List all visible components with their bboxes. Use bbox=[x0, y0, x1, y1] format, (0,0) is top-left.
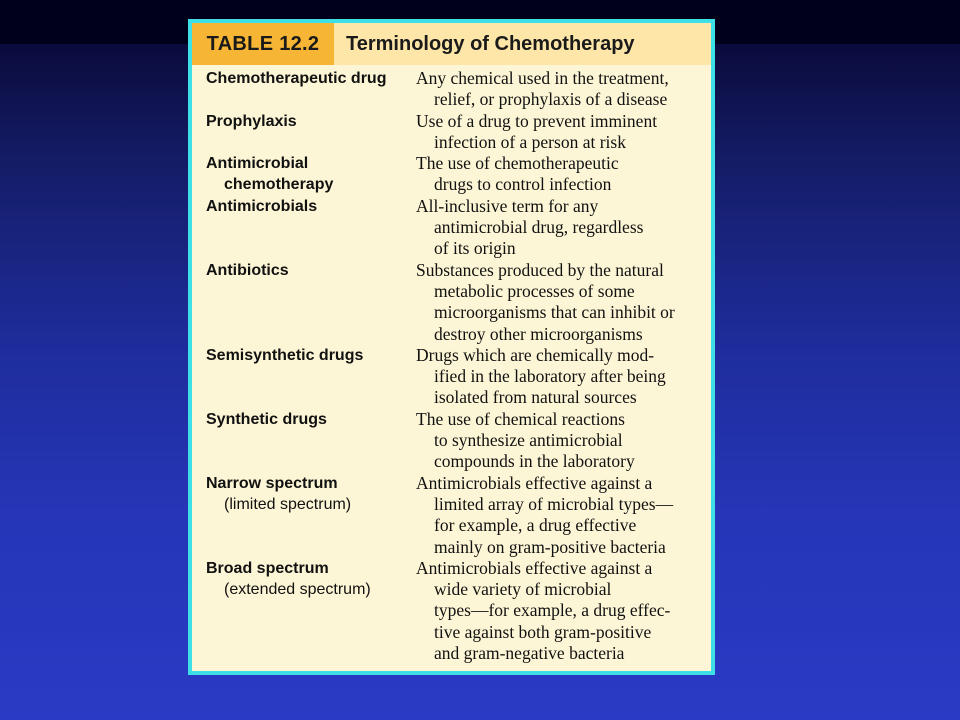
term-label: Narrow spectrum bbox=[206, 474, 338, 492]
definition-line: The use of chemical reactions bbox=[416, 408, 625, 429]
term-cell bbox=[206, 153, 416, 196]
definition-line: The use of chemotherapeutic bbox=[416, 153, 619, 174]
table-row bbox=[206, 68, 706, 111]
term-cell bbox=[206, 473, 416, 516]
definition-cell bbox=[416, 111, 706, 154]
term-label: Antibiotics bbox=[206, 261, 289, 279]
definition-line: ified in the laboratory after being bbox=[434, 366, 666, 387]
definition-line: Any chemical used in the treatment, bbox=[416, 68, 669, 88]
table-row bbox=[206, 409, 706, 473]
term-label: Chemotherapeutic drug bbox=[206, 70, 387, 87]
term-label: Prophylaxis bbox=[206, 112, 297, 130]
definition-line: types—for example, a drug effec- bbox=[434, 600, 671, 621]
term-cell bbox=[206, 196, 416, 217]
definition-cell bbox=[416, 345, 706, 409]
table-row bbox=[206, 260, 706, 345]
term-cell bbox=[206, 111, 416, 132]
table-number: TABLE 12.2 bbox=[192, 23, 334, 65]
definition-line: microorganisms that can inhibit or bbox=[434, 302, 675, 323]
terminology-table bbox=[188, 19, 715, 675]
table-body bbox=[206, 68, 706, 664]
table-title: Terminology of Chemotherapy bbox=[346, 33, 635, 55]
definition-line: isolated from natural sources bbox=[434, 387, 637, 408]
table-row bbox=[206, 111, 706, 154]
term-label: Semisynthetic drugs bbox=[206, 346, 364, 364]
definition-line: compounds in the laboratory bbox=[434, 451, 635, 472]
definition-line: All-inclusive term for any bbox=[416, 195, 599, 216]
definition-cell bbox=[416, 260, 706, 345]
definition-line: Antimicrobials effective against a bbox=[416, 472, 653, 493]
definition-line: Substances produced by the natural bbox=[416, 259, 664, 280]
definition-line: destroy other microorganisms bbox=[434, 323, 643, 344]
definition-line: mainly on gram-positive bacteria bbox=[434, 536, 666, 557]
definition-line: Drugs which are chemically mod- bbox=[416, 344, 655, 365]
definition-line: to synthesize antimicrobial bbox=[434, 430, 623, 451]
definition-line: and gram-negative bacteria bbox=[434, 643, 625, 664]
definition-cell bbox=[416, 558, 706, 664]
definition-line: metabolic processes of some bbox=[434, 280, 635, 301]
term-cell bbox=[206, 68, 416, 89]
definition-line: relief, or prophylaxis of a disease bbox=[434, 89, 668, 110]
definition-cell bbox=[416, 68, 706, 111]
definition-line: of its origin bbox=[434, 238, 516, 259]
term-label: chemotherapy bbox=[224, 176, 334, 194]
term-label: Antimicrobials bbox=[206, 197, 318, 215]
definition-line: for example, a drug effective bbox=[434, 515, 637, 536]
definition-cell bbox=[416, 409, 706, 473]
definition-line: infection of a person at risk bbox=[434, 131, 626, 152]
definition-line: drugs to control infection bbox=[434, 174, 612, 195]
definition-cell bbox=[416, 153, 706, 196]
term-label: Broad spectrum bbox=[206, 559, 329, 577]
definition-cell bbox=[416, 473, 706, 558]
term-alias: (extended spectrum) bbox=[224, 581, 371, 599]
term-cell bbox=[206, 345, 416, 366]
definition-line: limited array of microbial types— bbox=[434, 493, 674, 514]
term-alias: (limited spectrum) bbox=[224, 495, 352, 513]
table-row bbox=[206, 345, 706, 409]
definition-line: antimicrobial drug, regardless bbox=[434, 217, 644, 238]
term-label: Antimicrobial bbox=[206, 155, 309, 173]
term-cell bbox=[206, 558, 416, 601]
definition-line: tive against both gram-positive bbox=[434, 621, 652, 642]
definition-cell bbox=[416, 196, 706, 260]
table-row bbox=[206, 558, 706, 664]
definition-line: Use of a drug to prevent imminent bbox=[416, 110, 658, 131]
table-row bbox=[206, 196, 706, 260]
term-label: Synthetic drugs bbox=[206, 410, 327, 428]
table-row bbox=[206, 153, 706, 196]
table-row bbox=[206, 473, 706, 558]
definition-line: wide variety of microbial bbox=[434, 579, 612, 600]
term-cell bbox=[206, 260, 416, 281]
term-cell bbox=[206, 409, 416, 430]
definition-line: Antimicrobials effective against a bbox=[416, 557, 653, 578]
table-header bbox=[192, 23, 711, 65]
